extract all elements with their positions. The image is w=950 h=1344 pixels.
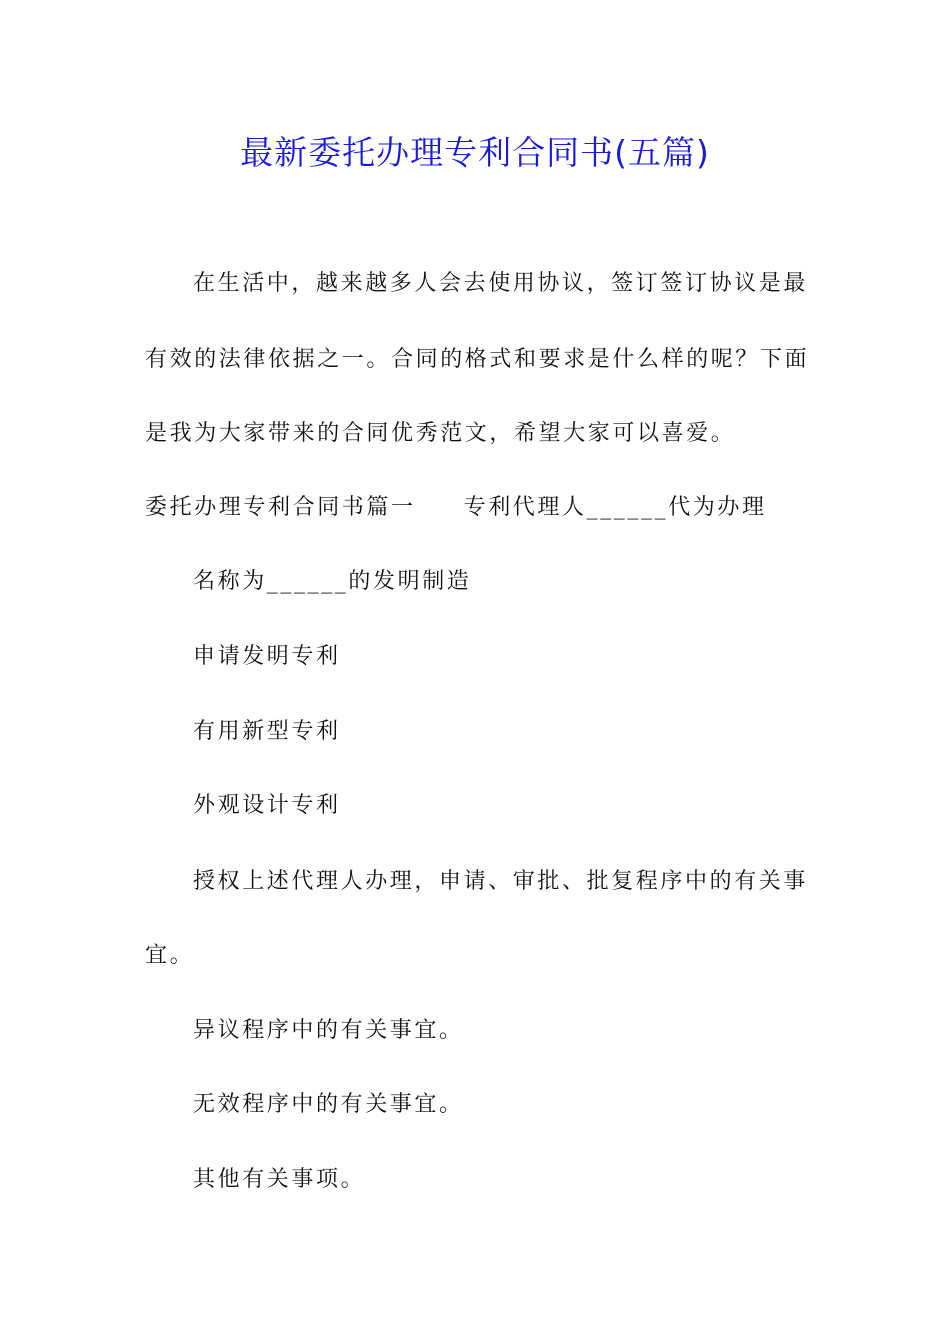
document-title: 最新委托办理专利合同书(五篇) (240, 133, 710, 172)
matter-other: 其他有关事项。 (193, 1167, 366, 1192)
matter-objection: 异议程序中的有关事宜。 (193, 1018, 464, 1043)
intro-line-1: 在生活中，越来越多人会去使用协议，签订签订协议是最 (193, 271, 809, 296)
matter-invalidation: 无效程序中的有关事宜。 (193, 1092, 464, 1117)
authorization-line-1: 授权上述代理人办理，申请、审批、批复程序中的有关事 (193, 869, 809, 894)
authorization-line-2: 宜。 (145, 943, 195, 968)
agent-line: 专利代理人______代为办理 (463, 495, 767, 520)
item-utility-model: 有用新型专利 (193, 719, 341, 744)
item-invention-patent: 申请发明专利 (193, 644, 341, 669)
item-design-patent: 外观设计专利 (193, 793, 341, 818)
item-invention-name: 名称为______的发明制造 (193, 569, 472, 594)
section-heading: 委托办理专利合同书篇一 (145, 495, 416, 520)
section-heading-row (145, 488, 767, 528)
intro-line-2: 有效的法律依据之一。合同的格式和要求是什么样的呢？下面 (145, 347, 810, 372)
intro-line-3: 是我为大家带来的合同优秀范文，希望大家可以喜爱。 (145, 421, 736, 446)
